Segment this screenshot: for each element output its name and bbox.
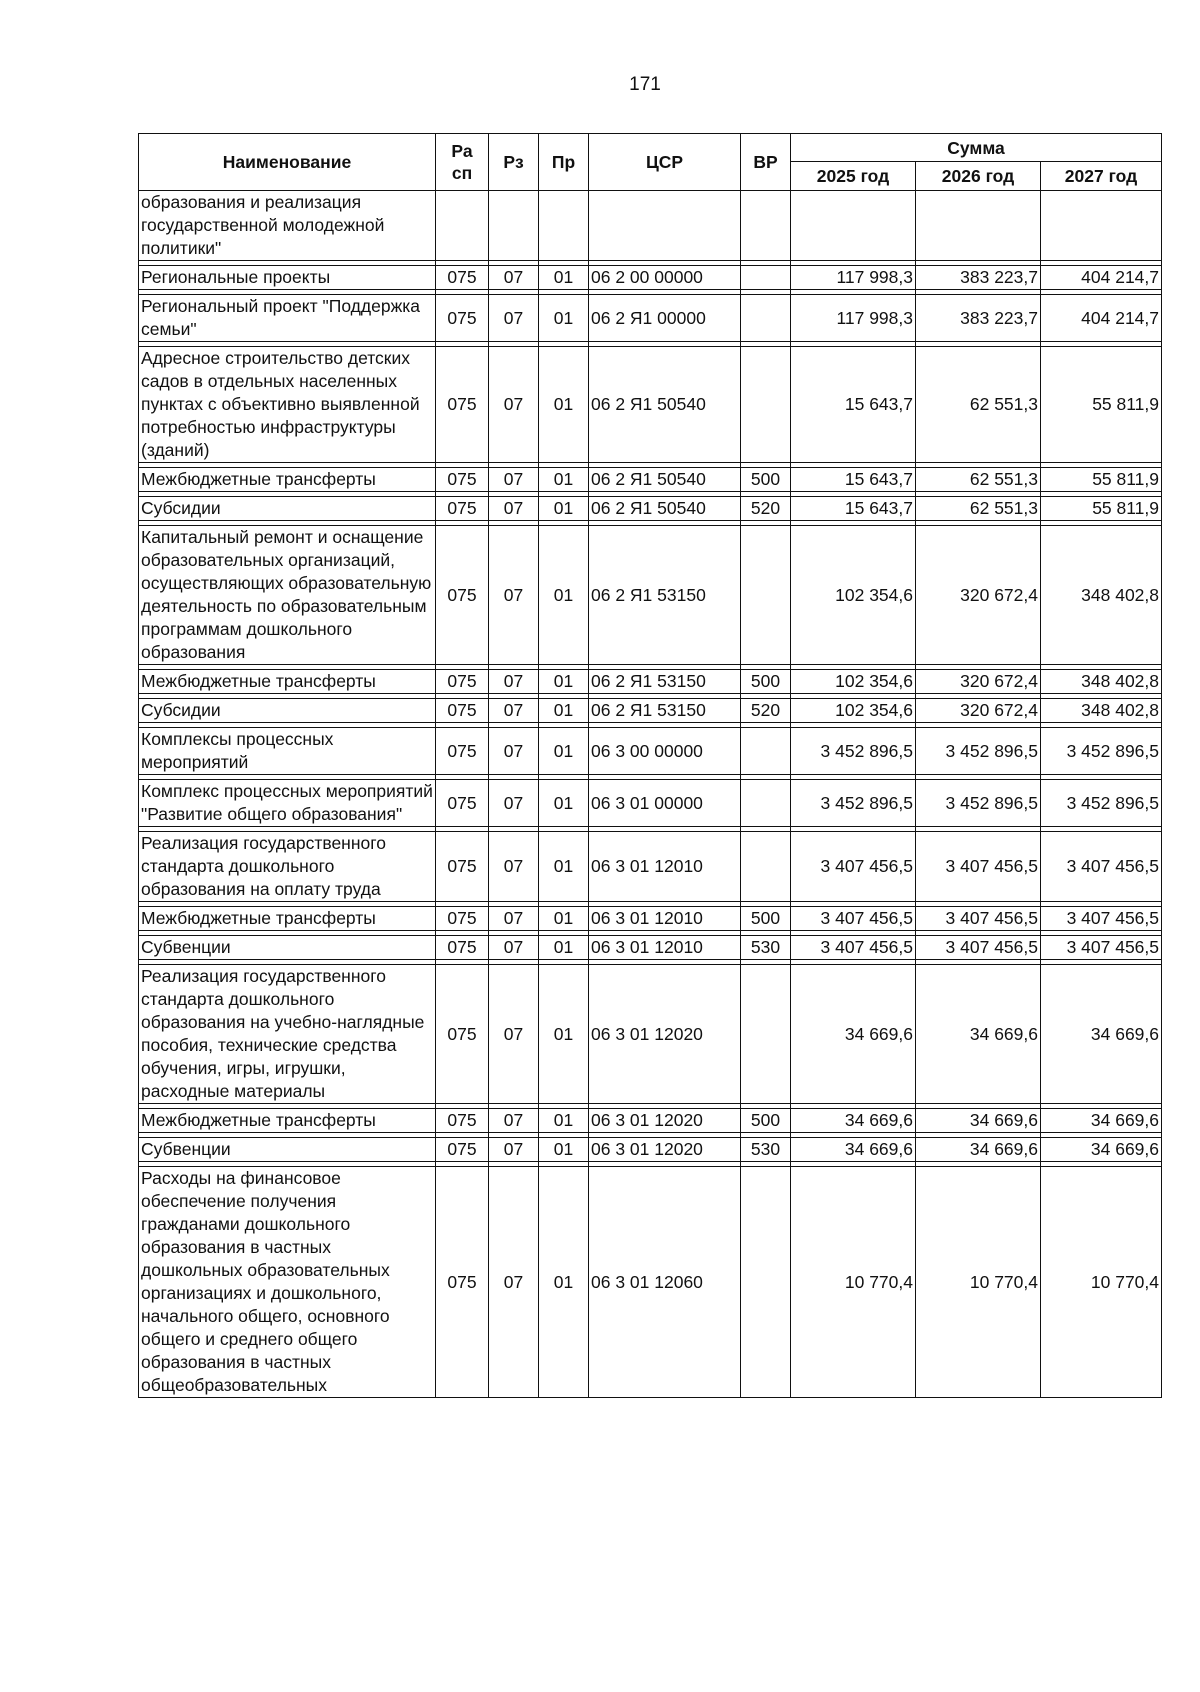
cell-2026 [916,191,1041,261]
cell-2025: 3 407 456,5 [791,907,916,931]
header-rasp-line1: Ра [451,141,473,161]
table-row [139,1138,1162,1162]
cell-pr: 01 [539,936,589,960]
cell-vr [741,728,791,775]
cell-2027: 404 214,7 [1041,295,1162,342]
table-row [139,1109,1162,1133]
cell-2025: 15 643,7 [791,468,916,492]
cell-pr: 01 [539,670,589,694]
cell-vr [741,347,791,463]
page-number: 171 [629,74,661,95]
table-row [139,936,1162,960]
cell-rz: 07 [489,526,539,665]
cell-csr: 06 2 Я1 53150 [589,670,741,694]
cell-2027: 348 402,8 [1041,670,1162,694]
cell-rasp: 075 [436,1109,489,1133]
cell-2026: 34 669,6 [916,1138,1041,1162]
cell-2026: 10 770,4 [916,1167,1041,1398]
header-sum: Сумма [791,134,1162,162]
cell-2026: 320 672,4 [916,526,1041,665]
cell-2026: 34 669,6 [916,965,1041,1104]
cell-2025: 34 669,6 [791,965,916,1104]
cell-csr: 06 3 01 12010 [589,832,741,902]
table-row [139,191,1162,261]
cell-rz: 07 [489,907,539,931]
cell-2027: 55 811,9 [1041,468,1162,492]
cell-2026: 34 669,6 [916,1109,1041,1133]
cell-name: Региональные проекты [139,266,436,290]
cell-vr [741,780,791,827]
table-row [139,1167,1162,1398]
cell-2025: 3 407 456,5 [791,936,916,960]
table-row [139,907,1162,931]
cell-2027: 10 770,4 [1041,1167,1162,1398]
cell-2026: 62 551,3 [916,347,1041,463]
budget-table [138,133,1162,1398]
cell-name: Реализация государственного стандарта дошкольного образования на оплату труда [139,832,436,902]
cell-2025: 117 998,3 [791,266,916,290]
table-row [139,728,1162,775]
cell-rasp: 075 [436,936,489,960]
cell-rasp: 075 [436,832,489,902]
header-rasp [436,134,489,191]
cell-csr: 06 2 Я1 53150 [589,526,741,665]
cell-csr: 06 3 01 12020 [589,1138,741,1162]
cell-rasp: 075 [436,1138,489,1162]
header-vr: ВР [741,134,791,191]
cell-name: Капитальный ремонт и оснащение образовательных организаций, осуществляющих образовательную деятельность по образовательным программам дошкольного образования [139,526,436,665]
cell-name: Субсидии [139,497,436,521]
cell-rz: 07 [489,699,539,723]
cell-rasp: 075 [436,907,489,931]
cell-rz [489,191,539,261]
cell-2025: 3 407 456,5 [791,832,916,902]
cell-rz: 07 [489,468,539,492]
cell-name: Межбюджетные трансферты [139,1109,436,1133]
cell-2026: 383 223,7 [916,266,1041,290]
cell-pr: 01 [539,347,589,463]
cell-2027: 34 669,6 [1041,1109,1162,1133]
header-name: Наименование [139,134,436,191]
header-rz: Рз [489,134,539,191]
cell-rz: 07 [489,347,539,463]
table-row [139,468,1162,492]
cell-vr: 500 [741,1109,791,1133]
cell-vr: 530 [741,936,791,960]
cell-name: Межбюджетные трансферты [139,907,436,931]
cell-vr: 530 [741,1138,791,1162]
cell-vr: 520 [741,497,791,521]
cell-name: Региональный проект "Поддержка семьи" [139,295,436,342]
cell-csr [589,191,741,261]
cell-rz: 07 [489,780,539,827]
header-year-2026: 2026 год [916,162,1041,191]
cell-2026: 3 407 456,5 [916,832,1041,902]
cell-2025: 34 669,6 [791,1138,916,1162]
cell-rasp: 075 [436,266,489,290]
cell-name: Межбюджетные трансферты [139,670,436,694]
cell-2025: 102 354,6 [791,699,916,723]
table-row [139,780,1162,827]
cell-2026: 320 672,4 [916,670,1041,694]
cell-vr: 500 [741,670,791,694]
cell-vr: 500 [741,468,791,492]
header-rasp-line2: сп [451,163,473,183]
cell-name: Субвенции [139,1138,436,1162]
table-row [139,670,1162,694]
table-row [139,347,1162,463]
table-row [139,699,1162,723]
cell-rz: 07 [489,936,539,960]
cell-name: образования и реализация государственной молодежной политики" [139,191,436,261]
cell-vr [741,1167,791,1398]
cell-vr: 520 [741,699,791,723]
cell-csr: 06 3 01 12020 [589,965,741,1104]
cell-rasp: 075 [436,728,489,775]
cell-csr: 06 3 01 12010 [589,907,741,931]
cell-2025 [791,191,916,261]
cell-csr: 06 3 01 12060 [589,1167,741,1398]
cell-2026: 62 551,3 [916,497,1041,521]
cell-2025: 117 998,3 [791,295,916,342]
cell-pr: 01 [539,780,589,827]
cell-2027: 3 407 456,5 [1041,832,1162,902]
cell-csr: 06 2 Я1 00000 [589,295,741,342]
cell-csr: 06 3 00 00000 [589,728,741,775]
cell-vr [741,295,791,342]
cell-rz: 07 [489,1167,539,1398]
cell-2025: 15 643,7 [791,347,916,463]
cell-rz: 07 [489,1138,539,1162]
cell-vr: 500 [741,907,791,931]
cell-rz: 07 [489,965,539,1104]
cell-name: Реализация государственного стандарта дошкольного образования на учебно-наглядные пособия, технические средства обучения, игры, игрушки, расходные материалы [139,965,436,1104]
cell-rasp: 075 [436,295,489,342]
cell-csr: 06 2 00 00000 [589,266,741,290]
cell-2027: 55 811,9 [1041,497,1162,521]
header-row-1 [139,134,1162,162]
cell-rasp: 075 [436,965,489,1104]
header-year-2025: 2025 год [791,162,916,191]
cell-csr: 06 2 Я1 50540 [589,468,741,492]
cell-2027: 348 402,8 [1041,526,1162,665]
cell-2026: 383 223,7 [916,295,1041,342]
cell-rasp: 075 [436,699,489,723]
cell-pr: 01 [539,907,589,931]
cell-2027: 404 214,7 [1041,266,1162,290]
cell-rasp: 075 [436,468,489,492]
table-row [139,497,1162,521]
cell-rz: 07 [489,266,539,290]
cell-rasp: 075 [436,497,489,521]
cell-pr: 01 [539,965,589,1104]
cell-2025: 10 770,4 [791,1167,916,1398]
cell-rasp: 075 [436,780,489,827]
table-row [139,832,1162,902]
cell-rasp: 075 [436,526,489,665]
cell-name: Расходы на финансовое обеспечение получения гражданами дошкольного образования в частных дошкольных образовательных организациях и дошкольного, начального общего, основного общего и среднего общего образования в частных общеобразовательных [139,1167,436,1398]
cell-name: Адресное строительство детских садов в отдельных населенных пунктах с объективно выявленной потребностью инфраструктуры (зданий) [139,347,436,463]
cell-rz: 07 [489,832,539,902]
header-csr: ЦСР [589,134,741,191]
table-row [139,965,1162,1104]
cell-name: Комплекс процессных мероприятий "Развитие общего образования" [139,780,436,827]
cell-pr: 01 [539,832,589,902]
cell-rasp: 075 [436,347,489,463]
cell-pr: 01 [539,468,589,492]
cell-rasp: 075 [436,670,489,694]
cell-pr: 01 [539,1167,589,1398]
cell-pr: 01 [539,266,589,290]
header-pr: Пр [539,134,589,191]
cell-pr: 01 [539,1109,589,1133]
cell-2027: 3 452 896,5 [1041,728,1162,775]
table-body [139,191,1162,1398]
header-year-2027: 2027 год [1041,162,1162,191]
cell-2027: 348 402,8 [1041,699,1162,723]
cell-csr: 06 2 Я1 50540 [589,347,741,463]
cell-rasp [436,191,489,261]
cell-name: Субсидии [139,699,436,723]
cell-rz: 07 [489,497,539,521]
cell-2026: 3 407 456,5 [916,936,1041,960]
cell-csr: 06 2 Я1 50540 [589,497,741,521]
cell-2025: 102 354,6 [791,670,916,694]
cell-2027: 34 669,6 [1041,1138,1162,1162]
cell-2026: 3 452 896,5 [916,780,1041,827]
cell-2027: 3 407 456,5 [1041,936,1162,960]
cell-csr: 06 3 01 00000 [589,780,741,827]
cell-pr: 01 [539,526,589,665]
table-row [139,526,1162,665]
cell-2026: 62 551,3 [916,468,1041,492]
cell-rz: 07 [489,295,539,342]
cell-name: Межбюджетные трансферты [139,468,436,492]
cell-rz: 07 [489,728,539,775]
cell-rz: 07 [489,1109,539,1133]
cell-2025: 34 669,6 [791,1109,916,1133]
cell-csr: 06 2 Я1 53150 [589,699,741,723]
cell-vr [741,266,791,290]
cell-pr: 01 [539,728,589,775]
cell-2027 [1041,191,1162,261]
cell-2025: 15 643,7 [791,497,916,521]
cell-2026: 3 407 456,5 [916,907,1041,931]
cell-2026: 320 672,4 [916,699,1041,723]
cell-pr: 01 [539,699,589,723]
cell-2027: 34 669,6 [1041,965,1162,1104]
cell-pr: 01 [539,1138,589,1162]
cell-pr: 01 [539,497,589,521]
cell-name: Субвенции [139,936,436,960]
cell-2025: 102 354,6 [791,526,916,665]
table-row [139,266,1162,290]
cell-2027: 3 452 896,5 [1041,780,1162,827]
cell-vr [741,191,791,261]
cell-csr: 06 3 01 12010 [589,936,741,960]
cell-name: Комплексы процессных мероприятий [139,728,436,775]
cell-rasp: 075 [436,1167,489,1398]
table-header [139,134,1162,191]
cell-pr: 01 [539,295,589,342]
cell-rz: 07 [489,670,539,694]
cell-2026: 3 452 896,5 [916,728,1041,775]
cell-2025: 3 452 896,5 [791,728,916,775]
cell-2025: 3 452 896,5 [791,780,916,827]
cell-2027: 55 811,9 [1041,347,1162,463]
cell-vr [741,965,791,1104]
table-row [139,295,1162,342]
cell-vr [741,526,791,665]
cell-2027: 3 407 456,5 [1041,907,1162,931]
cell-vr [741,832,791,902]
cell-csr: 06 3 01 12020 [589,1109,741,1133]
cell-pr [539,191,589,261]
